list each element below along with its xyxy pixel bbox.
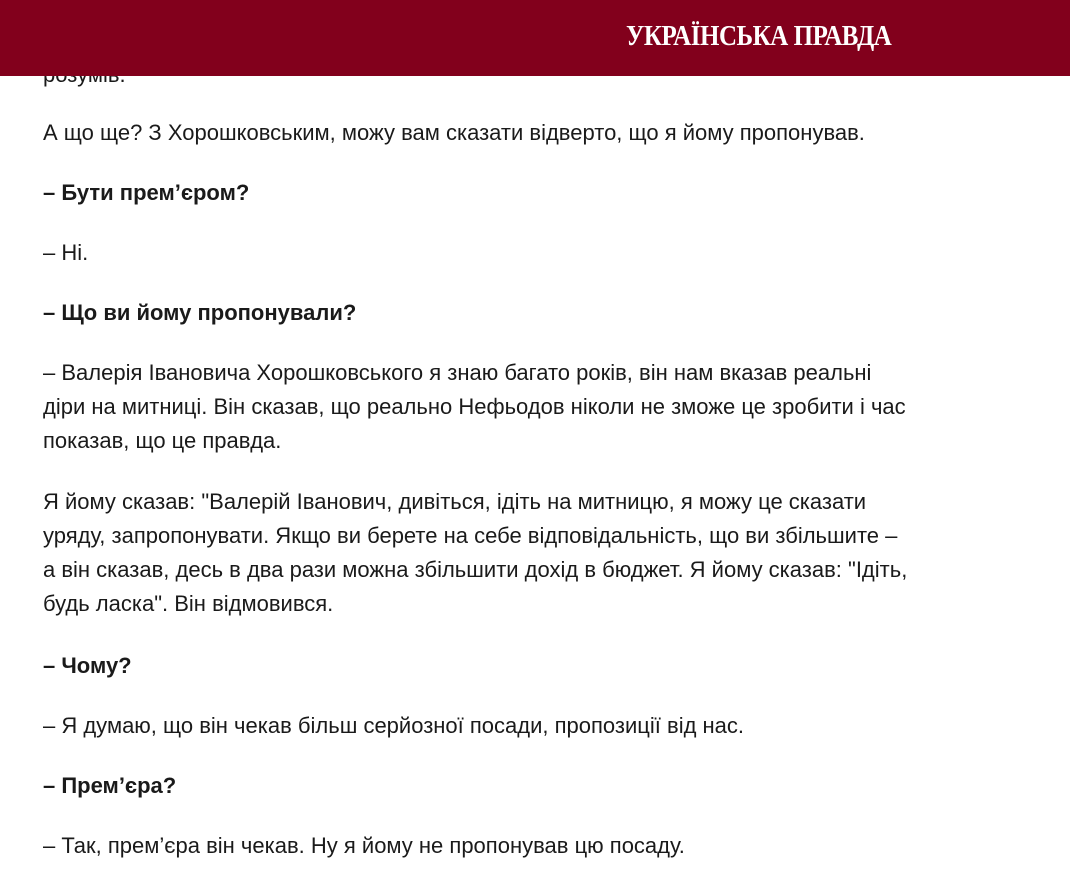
paragraph-line: – Так, прем’єра він чекав. Ну я йому не пропонував цю посаду. [43,833,685,858]
paragraph-answer [43,116,1013,150]
paragraph-line: діри на митниці. Він сказав, що реально Нефьодов ніколи не зможе це зробити і час [43,394,906,419]
paragraph-line: А що ще? З Хорошковським, можу вам сказати відверто, що я йому пропонував. [43,120,865,145]
site-logo[interactable]: УКРАЇНСЬКА ПРАВДА [626,20,892,52]
paragraph-line: – Чому? [43,653,132,678]
paragraph-question [43,296,1013,330]
paragraph-question [43,176,1013,210]
paragraph-line: показав, що це правда. [43,428,282,453]
paragraph-question [43,649,1013,683]
paragraph-line: – Прем’єра? [43,773,177,798]
paragraph-question [43,769,1013,803]
paragraph-answer [43,829,1013,863]
paragraph-answer [43,709,1013,743]
paragraph-line: – Що ви йому пропонували? [43,300,357,325]
paragraph-line: – Ні. [43,240,89,265]
paragraph-line: – Я думаю, що він чекав більш серйозної посади, пропозиції від нас. [43,713,745,738]
paragraph-line: будь ласка". Він відмовився. [43,591,334,616]
paragraph-answer [43,356,1013,458]
paragraph-line: – Бути прем’єром? [43,180,250,205]
paragraph-line: уряду, запропонувати. Якщо ви берете на себе відповідальність, що ви збільшите – [43,523,898,548]
paragraph-line: Я йому сказав: "Валерій Іванович, дивіться, ідіть на митницю, я можу це сказати [43,489,867,514]
paragraph-answer [43,236,1013,270]
site-header [0,0,1070,76]
paragraph-answer [43,485,1013,621]
paragraph-line: а він сказав, десь в два рази можна збільшити дохід в бюджет. Я йому сказав: "Ідіть, [43,557,908,582]
paragraph-line: – Валерія Івановича Хорошковського я знаю багато років, він нам вказав реальні [43,360,872,385]
